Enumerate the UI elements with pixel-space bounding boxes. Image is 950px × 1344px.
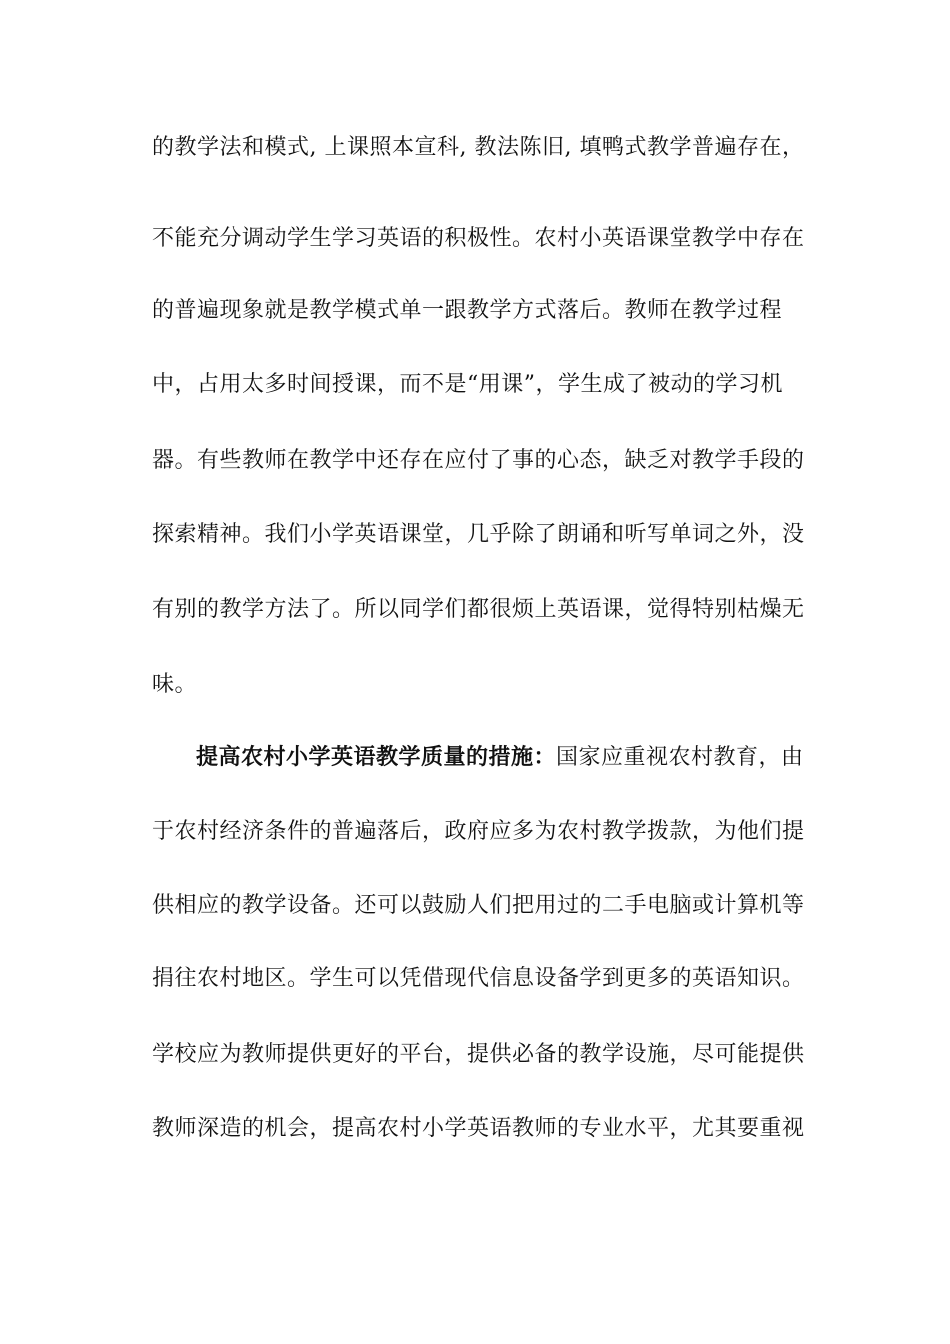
paragraph-first-line (196, 742, 856, 773)
paragraph-line: 的教学法和模式, 上课照本宣科, 教法陈旧, 填鸭式教学普遍存在， (152, 135, 805, 160)
paragraph-line: 味。 (152, 672, 198, 697)
paragraph-line: 的普遍现象就是教学模式单一跟教学方式落后。教师在教学过程 (152, 298, 783, 323)
paragraph-line: 不能充分调动学生学习英语的积极性。农村小英语课堂教学中存在 (152, 226, 805, 251)
section-heading: 提高农村小学英语教学质量的措施： (196, 744, 557, 770)
paragraph-line: 供相应的教学设备。还可以鼓励人们把用过的二手电脑或计算机等 (152, 893, 805, 918)
paragraph-line: 学校应为教师提供更好的平台，提供必备的教学设施，尽可能提供 (152, 1042, 805, 1067)
paragraph-line: 教师深造的机会，提高农村小学英语教师的专业水平，尤其要重视 (152, 1116, 805, 1141)
paragraph-line: 探索精神。我们小学英语课堂，几乎除了朗诵和听写单词之外，没 (152, 522, 805, 547)
paragraph-line: 器。有些教师在教学中还存在应付了事的心态，缺乏对教学手段的 (152, 448, 805, 473)
paragraph-line: 于农村经济条件的普遍落后，政府应多为农村教学拨款，为他们提 (152, 819, 805, 844)
paragraph-text: 国家应重视农村教育，由 (556, 745, 804, 770)
paragraph-line: 中，占用太多时间授课，而不是“用课”，学生成了被动的学习机 (152, 372, 783, 397)
paragraph-line: 有别的教学方法了。所以同学们都很烦上英语课，觉得特别枯燥无 (152, 597, 805, 622)
paragraph-line: 捐往农村地区。学生可以凭借现代信息设备学到更多的英语知识。 (152, 966, 805, 991)
